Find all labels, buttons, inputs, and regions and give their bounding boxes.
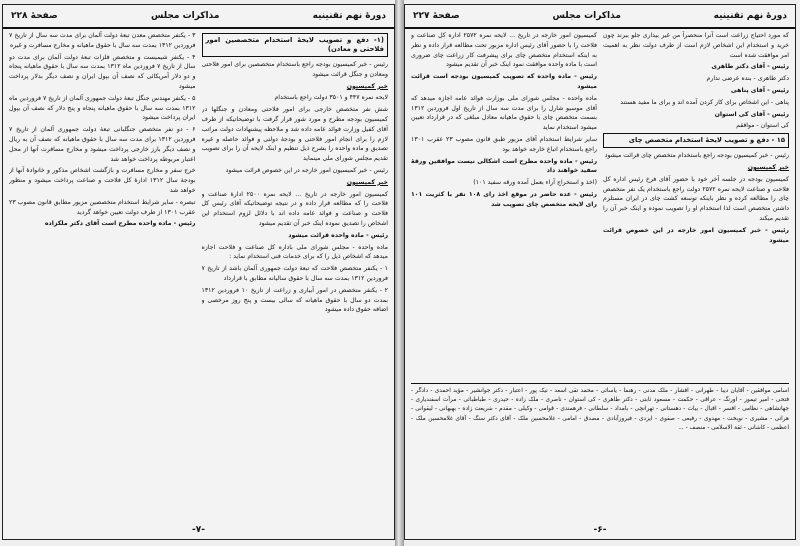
paragraph: کی استوان - موافقم [736,122,789,130]
paragraph: ۴ - یکنفر شیمیست و متخصص فلزات تبعهٔ دولت آلمان برای مدت دو سال از تاریخ ۷ فروردین ماه ۱۳۱۲ بمدت سه سال با حقوق ماهیانه پنجاه و دو دلار آمریکائی که نصف آن بپول ایران و نصف دیگر بدلار پرداخت میشود [9,53,196,90]
paragraph: سایر شرایط استخدام آقای مزبور طبق قانون مصوب ۲۳ عقرب ۱۳۰۱ راجع باستخدام اتباع خارجه خواهد بود [411,135,597,153]
text-column-left [411,31,597,367]
left-page-columns [9,31,388,517]
left-page [2,4,395,540]
paragraph: خرج سفر و مخارج مسافرت و بازگشت اشخاص مذکور و خانوادهٔ آنها از بودجهٔ سال ۱۳۱۲ ادارهٔ کل فلاحت و صناعت پرداخت میشود و منظور خواهد شد [9,167,196,194]
paragraph: رئیس - خبر کمیسیون امور خارجه در این خصوص قرائت میشود [603,226,789,244]
text-column-right [202,31,389,517]
paragraph: رئیس - ماده واحده مطرح است آقای دکتر ملکزاده [44,220,196,228]
paragraph: رئیس - آقای کی استوان [714,110,789,118]
paragraph: ۶ - دو نفر متخصص جنگلبانی تبعهٔ دولت جمهوری آلمان از تاریخ ۷ فروردین ۱۳۱۲ برای مدت سه سال با حقوق ماهیانه که نصف آن به ریال و نصف دیگر بارز خارجی پرداخت میشود و مخارج مسافرت آنها از محل اعتبار مربوطه پرداخت خواهد شد [9,126,196,163]
paragraph: پناهی - این اشخاص برای کار کردن آمده اند و برای ما مفید هستند [620,98,789,106]
paragraph: ماده واحده - مجلس شورای ملی بوزارت فوائد عامه اجازه میدهد که آقای موسیو شارل را برای مدت سه سال از تاریخ اول فروردین ۱۳۱۲ بسمت متخصص چای با حقوق ماهیانه معادل مبلغی که در قرارداد تعیین میشود استخدام نماید [411,94,597,132]
paragraph: رئیس - خبر کمیسیون امور خارجه در این خصوص قرائت میشود [225,166,388,174]
paragraph: رئیس - ماده واحده مطرح است اشکالی نیست موافقین ورقهٔ سفید خواهند داد [411,157,597,175]
paragraph: رئیس - خبر کمیسیون بودجه راجع باستخدام متخصص چای قرائت میشود [604,152,789,160]
paragraph: که مورد احتیاج زراعت است آنرا منحصراً من غیر بیداری جلو ببرند چون خرید و استخدام این اشخاص لازم است از طرف دولت نظر به اهمیت امر موافقت شده است [603,32,789,59]
paragraph: ماده واحده - مجلس شورای ملی باداره کل صناعت و فلاحت اجازه میدهد که اشخاص ذیل را که برای خدمات فنی استخدام نماید : [201,243,388,261]
section-heading: (۱- دفع و تصویب لایحهٔ استخدام متخصصین امور فلاحتی و معادن) [202,33,389,57]
footnote-voters-list: اسامی موافقین - آقایان دیبا - طهرانی - افشار - ملک مدنی - رهنما - یاسائی - محمد تقی اسعد - نیک پور - اعتبار - دکتر جوانشیر - مؤید احمدی - دادگر - فتحی - امیر تیمور - اورنگ - عراقی - حکمت - مسعود ثابتی - دکتر طاهری - کی استوان - ناصری - ملک زاده - حیدری - طباطبائی - مرآت اسفندیاری - جهانشاهی - نظامی - افسر - اقبال - بیات - دهستانی - تهرانچی - بامداد - سلطانی - فرهمندی - قوامی - وکیلی - مقدم - شریعت زاده - بهبهانی - لیقوانی - هراتی - مشیری - نوبخت - مهدوی - رفیعی - صفوی - ایزدی - فیروزآبادی - مصدق - امامی - غلامحسین ملک - آقای دکتر سنگ - آقای غلامحسین ملک - اعظمی - کاشانی - ثقة الاسلامی - منصف - ... [411,383,789,517]
paragraph: رئیس - ماده واحده که تصویب کمیسیون بودجه است قرائت میشود [411,73,597,90]
paragraph: شش نفر متخصص خارجی برای امور فلاحتی ومعادن و جنگلها در کمیسیون بودجه مطرح و مورد شور قرار گرفت با توضیحاتیکه از طرف آقای کفیل وزارت فوائد عامه داده شد و ملاحظه پیشنهادات دولت مراتب لازم را برای انجام امور فلاحتی و بودجهٔ دولتی و فوائد حاصله و غیره تصدیق و ماده واحده را بشرح ذیل تنظیم و اینک لایحه آن را برای تصویب تقدیم مجلس شورای ملی مینماید [201,106,388,163]
paragraph: ۳ - یکنفر متخصص معدن تبعهٔ دولت آلمان برای مدت سه سال از تاریخ ۷ فروردین ۱۳۱۲ بمدت سه سال با حقوق ماهیانه و مخارج مسافرت و غیره [9,32,196,49]
paragraph: دکتر طاهری - بنده عرضی ندارم [706,75,789,83]
paragraph: کمیسیون امور خارجه در تاریخ ... لایحه نمره ۲۵۰۰ ادارهٔ صناعت و فلاحت را که مطالعه قرار داده و در نتیجه توضیحاتیکه آقای رئیس کل فلاحت و صناعت و فوائد عامه داده اند با دلائل لزوم استخدام این اشخاص را تصدیق نموده اینک خبر آن تقدیم میشود [201,190,388,227]
page-number: -۷- [192,525,205,535]
subheading: خبر کمیسیون [747,163,789,171]
paragraph: کمیسیون امور خارجه در تاریخ ... لایحه نمره ۲۵۷۲ اداره کل صناعت و فلاحت را با حضور آقای رئیس اداره مزبور تحت مطالعه قرار داده و نظر به اینکه استخدام متخصص چای برای پیشرفت کار زراعت چای ضروری است با ماده واحده موافقت نمود اینک خبر آن تقدیم میشود [411,32,597,69]
paragraph: لایحه نمره ۴۴۷ و ۳۵۰۱ دولت راجع باستخدام [274,94,388,102]
paragraph: رئیس - خبر کمیسیون بودجه راجع باستخدام متخصصین برای امور فلاحتی ومعادن و جنگل قرائت میشود [201,61,388,78]
book-gutter [395,0,404,546]
journal-title: مذاکرات مجلس [552,11,621,21]
journal-title: مذاکرات مجلس [150,11,220,21]
paragraph: تبصره - سایر شرایط استخدام متخصصین مزبور مطابق قانون مصوب ۲۳ عقرب ۱۳۰۱ از طرف دولت تعیین خواهد گردید [9,198,196,216]
paragraph: ۱ - یکنفر متخصص فلاحت که تبعهٔ دولت جمهوری آلمان باشد از تاریخ ۷ فروردین ۱۳۱۲ بمدت سه سال با حقوق سالیانه مطابق با قرارداد [201,265,388,282]
paragraph: ۲ - یکنفر متخصص در امور آبیاری و زراعت از تاریخ ۱۰ فروردین ۱۳۱۲ بمدت دو سال با حقوق ماهیانه که سالی بیست و پنج روز مرخصی و اضافه حقوق داده میشود [201,286,388,314]
page-number: -۶- [593,525,607,535]
paragraph: رئیس - آقای دکتر طاهری [711,63,789,71]
paragraph: رئیس - عده حاضر در موقع اخذ رای ۱۰۸ نفر با کثریت ۱۰۱ رای لایحه متخصص چای تصویب شد [411,190,597,208]
section-heading: ۱۵ - دفع و تصویب لایحهٔ استخدام متخصص چای [603,133,789,148]
text-column-left [9,31,196,517]
session-label: دورهٔ نهم تقنینیه [713,11,787,21]
left-page-header [3,5,394,29]
paragraph: ۵ - یکنفر مهندس جنگل تبعهٔ دولت جمهوری آلمان از تاریخ ۷ فروردین ماه ۱۳۱۲ بمدت سه سال با حقوق ماهیانه پنجاه و پنج دلار که نصف آن بپول ایران پرداخت میشود [9,94,196,122]
right-page-columns [411,31,789,367]
subheading: خبر کمیسیون [346,178,388,186]
right-page-header [405,5,795,29]
paragraph: رئیس - ماده واحده قرائت میشود [288,231,388,239]
page-label: صفحهٔ ۲۲۷ [413,11,460,21]
right-page [404,4,796,540]
paragraph: (اخذ و استخراج آراء بعمل آمده ورقه سفید ۱۰۱) [473,179,597,187]
paragraph: رئیس - آقای پناهی [730,86,789,94]
page-label: صفحهٔ ۲۲۸ [11,11,58,21]
paragraph: کمیسیون بودجه در جلسه آخر خود با حضور آقای فرخ رئیس اداره کل فلاحت و صناعت لایحه نمره ۲۵۷۲ دولت راجع باستخدام یک نفر متخصص چای را مطالعه کرده و نظر باینکه توسعه کشت چای در ایران مستلزم داشتن متخصص است لذا استخدام او را تصویب نموده و اینک خبر آن را تقدیم میکند [603,175,789,222]
session-label: دورهٔ نهم تقنینیه [312,11,386,21]
subheading: خبر کمیسیون [346,82,388,90]
text-column-right [603,31,789,367]
